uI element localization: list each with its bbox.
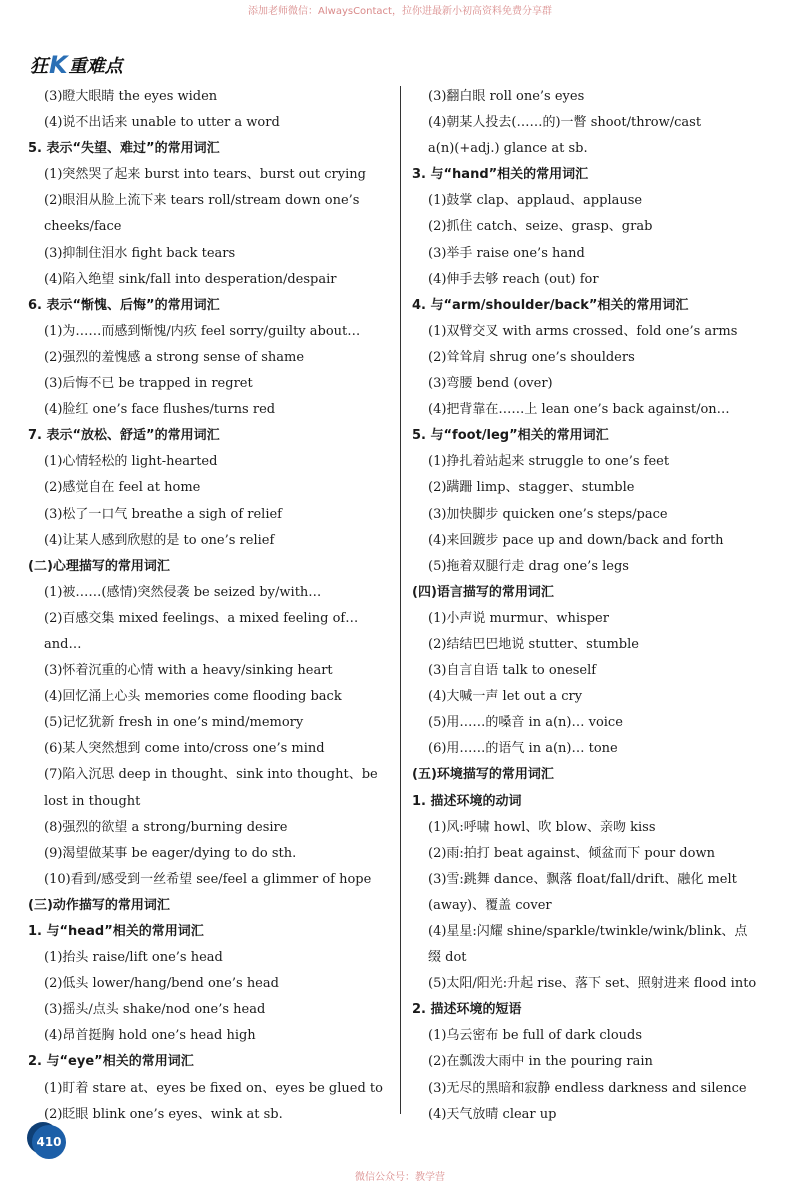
- right-column: [412, 84, 772, 1128]
- section-heading: (三)动作描写的常用词汇: [28, 897, 170, 913]
- left-column: [28, 84, 388, 1128]
- vocab-line: (2)强烈的羞愧感 a strong sense of shame: [44, 349, 305, 365]
- vocab-line: (3)举手 raise one’s hand: [428, 245, 585, 261]
- vocab-line: (2)雨:拍打 beat against、倾盆而下 pour down: [428, 845, 715, 861]
- vocab-line: (1)双臂交叉 with arms crossed、fold one’s arms: [428, 323, 738, 339]
- vocab-line: (1)突然哭了起来 burst into tears、burst out crying: [44, 167, 366, 183]
- vocab-line: (9)渴望做某事 be eager/dying to do sth.: [44, 845, 297, 861]
- vocab-line: a(n)(+adj.) glance at sb.: [428, 141, 588, 157]
- vocab-line: (3)自言自语 talk to oneself: [428, 663, 597, 679]
- logo-part-2: K: [49, 51, 68, 79]
- vocab-line: lost in thought: [44, 793, 141, 809]
- vocab-line: (2)蹒跚 limp、stagger、stumble: [428, 480, 635, 496]
- section-heading: 2. 与“eye”相关的常用词汇: [28, 1054, 194, 1070]
- vocab-line: cheeks/face: [44, 219, 122, 235]
- vocab-line: (2)低头 lower/hang/bend one’s head: [44, 976, 279, 992]
- vocab-line: (3)瞪大眼睛 the eyes widen: [44, 89, 218, 104]
- vocab-line: (3)翻白眼 roll one’s eyes: [428, 89, 585, 104]
- vocab-line: (10)看到/感受到一丝希望 see/feel a glimmer of hope: [44, 871, 372, 887]
- vocab-line: (1)挣扎着站起来 struggle to one’s feet: [428, 454, 670, 470]
- vocab-line: (1)心情轻松的 light-hearted: [44, 454, 218, 470]
- vocab-line: (1)盯着 stare at、eyes be fixed on、eyes be glued to: [44, 1080, 383, 1096]
- vocab-line: (3)抑制住泪水 fight back tears: [44, 245, 236, 261]
- vocab-line: (3)摇头/点头 shake/nod one’s head: [44, 1002, 266, 1018]
- vocab-line: (4)星星:闪耀 shine/sparkle/twinkle/wink/blink、点: [428, 924, 748, 939]
- section-heading: (五)环境描写的常用词汇: [412, 767, 554, 783]
- vocab-line: (5)用……的嗓音 in a(n)… voice: [428, 715, 623, 731]
- bottom-watermark: 微信公众号：教学营: [355, 1172, 445, 1183]
- vocab-line: (4)把背靠在……上 lean one’s back against/on…: [428, 402, 730, 418]
- vocab-line: (4)朝某人投去(……的)一瞥 shoot/throw/cast: [428, 115, 702, 131]
- vocab-line: (5)太阳/阳光:升起 rise、落下 set、照射进来 flood into: [428, 976, 757, 992]
- logo-part-1: 狂: [30, 56, 48, 77]
- vocab-line: (6)用……的语气 in a(n)… tone: [428, 741, 618, 757]
- section-heading: 1. 描述环境的动词: [412, 793, 522, 809]
- vocab-line: (1)乌云密布 be full of dark clouds: [428, 1028, 643, 1044]
- section-heading: 3. 与“hand”相关的常用词汇: [412, 167, 589, 183]
- vocab-line: (4)陷入绝望 sink/fall into desperation/despair: [44, 271, 337, 287]
- vocab-line: (2)结结巴巴地说 stutter、stumble: [428, 636, 639, 652]
- logo-part-3: 重难点: [68, 56, 123, 77]
- vocab-line: (1)风:呼啸 howl、吹 blow、亲吻 kiss: [428, 819, 656, 835]
- section-heading: 4. 与“arm/shoulder/back”相关的常用词汇: [412, 297, 689, 313]
- vocab-line: (1)小声说 murmur、whisper: [428, 610, 609, 626]
- vocab-line: (4)回忆涌上心头 memories come flooding back: [44, 689, 342, 705]
- vocab-line: (4)脸红 one’s face flushes/turns red: [44, 402, 276, 418]
- section-heading: 6. 表示“惭愧、后悔”的常用词汇: [28, 297, 220, 313]
- section-heading: (二)心理描写的常用词汇: [28, 558, 170, 574]
- vocab-line: (2)百感交集 mixed feelings、a mixed feeling of…: [44, 610, 359, 626]
- vocab-line: (7)陷入沉思 deep in thought、sink into thought、be: [44, 767, 378, 783]
- vocab-line: (5)记忆犹新 fresh in one’s mind/memory: [44, 715, 304, 731]
- section-heading: 5. 表示“失望、难过”的常用词汇: [28, 141, 220, 157]
- vocab-line: (4)伸手去够 reach (out) for: [428, 271, 599, 287]
- vocab-line: (3)无尽的黑暗和寂静 endless darkness and silence: [428, 1080, 747, 1096]
- series-logo: [30, 52, 123, 78]
- section-heading: 1. 与“head”相关的常用词汇: [28, 924, 204, 939]
- section-heading: 2. 描述环境的短语: [412, 1002, 522, 1018]
- vocab-line: 缀 dot: [428, 950, 467, 966]
- vocab-line: (2)抓住 catch、seize、grasp、grab: [428, 219, 653, 235]
- vocab-line: (1)为……而感到惭愧/内疚 feel sorry/guilty about…: [44, 323, 361, 339]
- page-number-badge: 410: [32, 1125, 66, 1159]
- vocab-line: (6)某人突然想到 come into/cross one’s mind: [44, 741, 325, 757]
- vocab-line: (4)天气放晴 clear up: [428, 1106, 557, 1122]
- vocab-line: (4)来回踱步 pace up and down/back and forth: [428, 532, 724, 548]
- section-heading: 5. 与“foot/leg”相关的常用词汇: [412, 428, 609, 444]
- vocab-line: (2)耸耸肩 shrug one’s shoulders: [428, 349, 635, 365]
- vocab-line: and…: [44, 636, 82, 652]
- vocab-line: (4)大喊一声 let out a cry: [428, 689, 583, 705]
- vocab-line: (3)后悔不已 be trapped in regret: [44, 376, 253, 392]
- vocab-line: (1)被……(感情)突然侵袭 be seized by/with…: [44, 584, 322, 600]
- vocab-line: (3)怀着沉重的心情 with a heavy/sinking heart: [44, 663, 333, 679]
- section-heading: (四)语言描写的常用词汇: [412, 584, 554, 600]
- vocab-line: (2)在瓢泼大雨中 in the pouring rain: [428, 1054, 653, 1070]
- vocab-line: (1)鼓掌 clap、applaud、applause: [428, 193, 643, 209]
- vocab-line: (3)松了一口气 breathe a sigh of relief: [44, 506, 282, 522]
- vocab-line: (3)雪:跳舞 dance、飘落 float/fall/drift、融化 melt: [428, 871, 737, 887]
- vocab-line: (8)强烈的欲望 a strong/burning desire: [44, 819, 288, 835]
- vocab-line: (away)、覆盖 cover: [428, 897, 552, 913]
- section-heading: 7. 表示“放松、舒适”的常用词汇: [28, 428, 220, 444]
- vocab-line: (2)感觉自在 feel at home: [44, 480, 201, 496]
- top-watermark: 添加老师微信：AlwaysContact，拉你进最新小初高资料免费分享群: [248, 6, 552, 17]
- vocab-line: (4)昂首挺胸 hold one’s head high: [44, 1028, 256, 1044]
- vocab-line: (1)抬头 raise/lift one’s head: [44, 950, 223, 966]
- vocab-line: (3)加快脚步 quicken one’s steps/pace: [428, 506, 668, 522]
- vocab-line: (4)让某人感到欣慰的是 to one’s relief: [44, 532, 275, 548]
- vocab-line: (4)说不出话来 unable to utter a word: [44, 115, 280, 131]
- vocab-line: (2)眨眼 blink one’s eyes、wink at sb.: [44, 1106, 283, 1122]
- vocab-line: (3)弯腰 bend (over): [428, 376, 553, 392]
- column-divider: [400, 86, 401, 1114]
- vocab-line: (5)拖着双腿行走 drag one’s legs: [428, 558, 629, 574]
- vocab-line: (2)眼泪从脸上流下来 tears roll/stream down one’s: [44, 193, 360, 209]
